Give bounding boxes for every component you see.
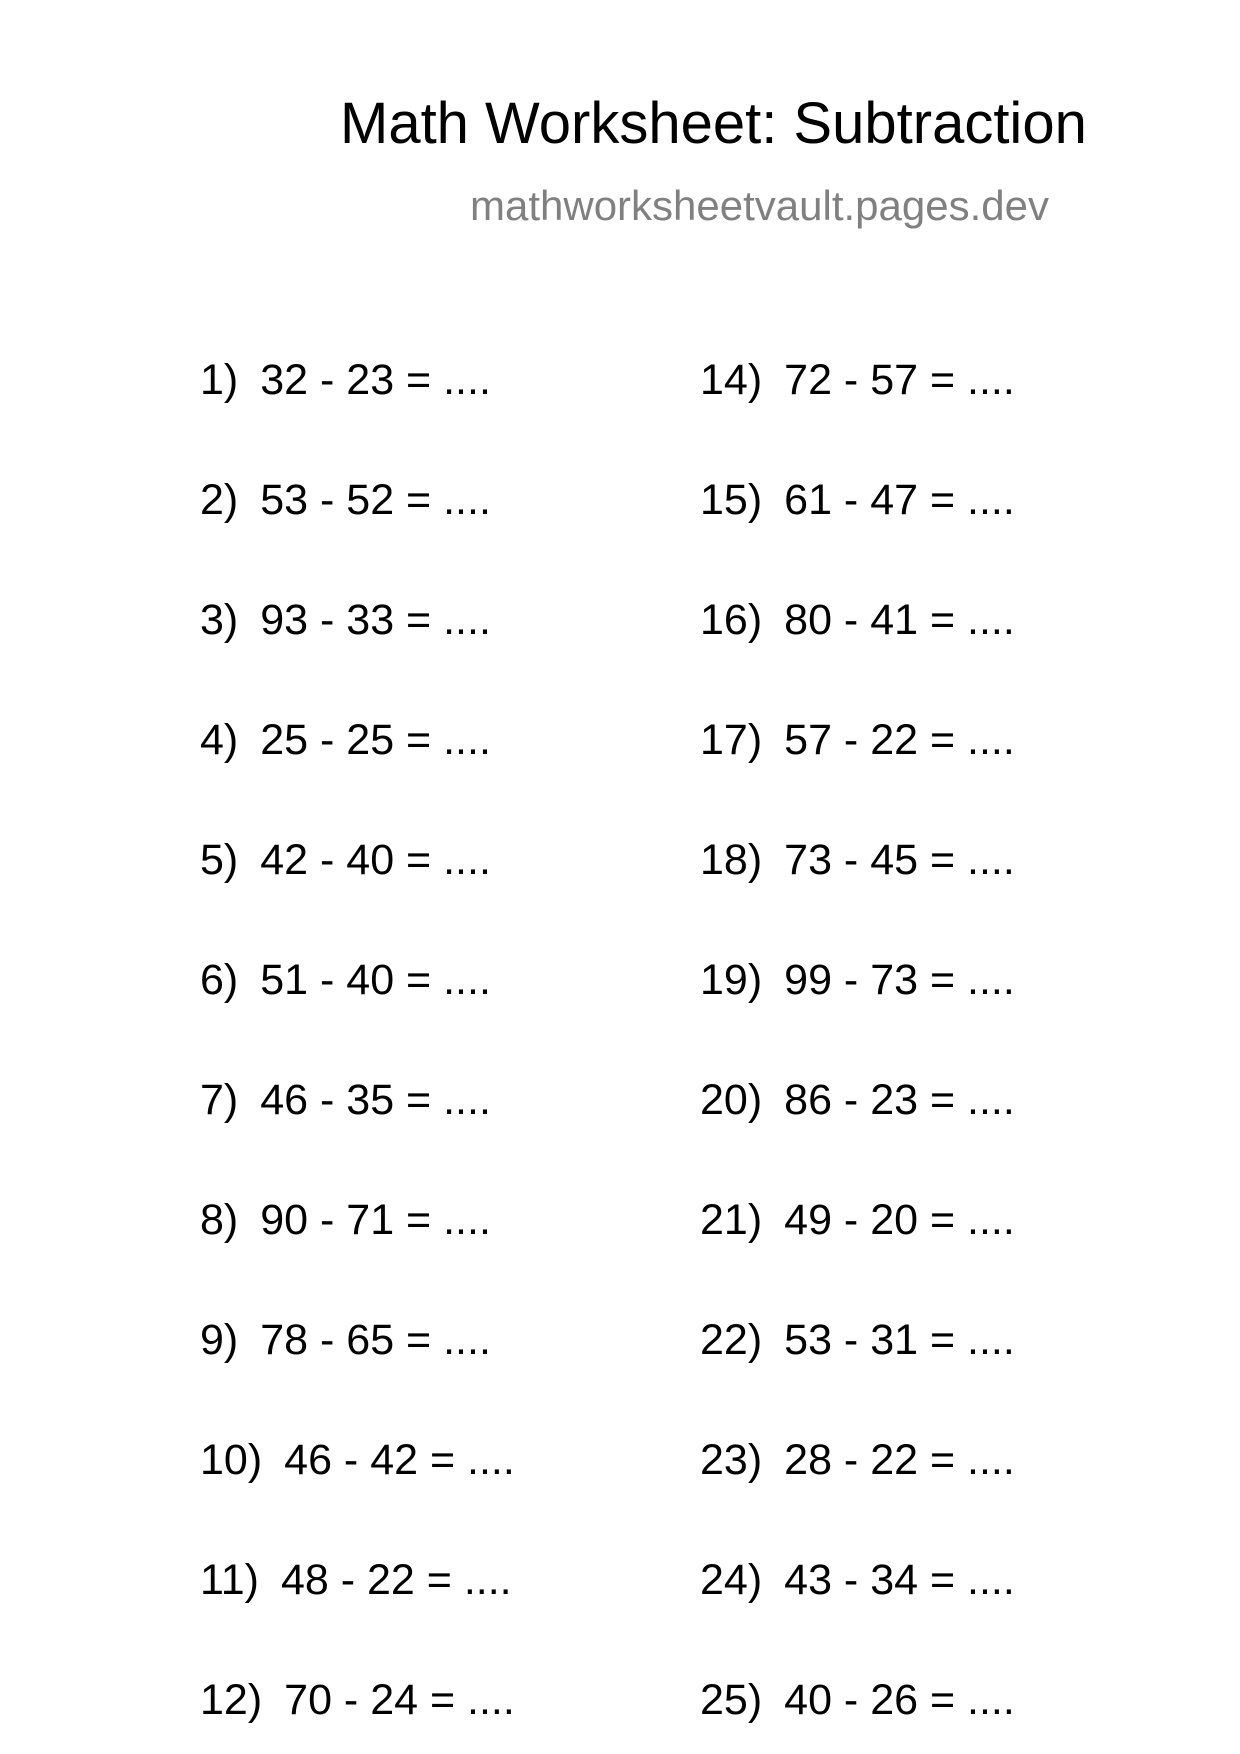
problem-item [700, 1555, 1015, 1605]
problem-number: 11) [200, 1556, 259, 1604]
problem-number: 2) [200, 476, 239, 524]
problem-item [200, 1675, 515, 1725]
problem-item [200, 1315, 491, 1365]
problem-expression: 42 - 40 = .... [260, 836, 491, 884]
problem-number: 19) [700, 956, 763, 1004]
problem-number: 3) [200, 596, 239, 644]
problem-number: 15) [700, 476, 763, 524]
problem-expression: 28 - 22 = .... [784, 1436, 1015, 1484]
problem-expression: 32 - 23 = .... [260, 356, 491, 404]
problem-expression: 53 - 52 = .... [260, 476, 491, 524]
problem-number: 20) [700, 1076, 763, 1124]
problem-number: 4) [200, 716, 239, 764]
problem-item [700, 715, 1015, 765]
problem-item [200, 475, 491, 525]
problem-expression: 72 - 57 = .... [784, 356, 1015, 404]
problem-expression: 49 - 20 = .... [784, 1196, 1015, 1244]
problem-expression: 53 - 31 = .... [784, 1316, 1015, 1364]
worksheet-source-url: mathworksheetvault.pages.dev [470, 182, 1049, 229]
problem-number: 8) [200, 1196, 239, 1244]
problem-item [200, 355, 491, 405]
problem-number: 21) [700, 1196, 763, 1244]
problem-item [700, 1435, 1015, 1485]
problem-item [200, 595, 491, 645]
problem-expression: 46 - 42 = .... [284, 1436, 515, 1484]
problem-item [700, 475, 1015, 525]
problem-number: 10) [200, 1436, 263, 1484]
problem-number: 16) [700, 596, 763, 644]
problem-number: 5) [200, 836, 239, 884]
problem-item [200, 835, 491, 885]
problem-item [700, 1075, 1015, 1125]
problem-number: 23) [700, 1436, 763, 1484]
problem-expression: 70 - 24 = .... [284, 1676, 515, 1724]
problem-number: 14) [700, 356, 763, 404]
problem-item [700, 1315, 1015, 1365]
problem-expression: 90 - 71 = .... [260, 1196, 491, 1244]
problem-item [200, 715, 491, 765]
problem-expression: 25 - 25 = .... [260, 716, 491, 764]
problem-expression: 51 - 40 = .... [260, 956, 491, 1004]
problem-expression: 40 - 26 = .... [784, 1676, 1015, 1724]
problem-expression: 46 - 35 = .... [260, 1076, 491, 1124]
problem-item [700, 835, 1015, 885]
problem-expression: 73 - 45 = .... [784, 836, 1015, 884]
problem-expression: 99 - 73 = .... [784, 956, 1015, 1004]
problem-item [200, 1075, 491, 1125]
problem-expression: 86 - 23 = .... [784, 1076, 1015, 1124]
problem-number: 7) [200, 1076, 239, 1124]
problem-number: 18) [700, 836, 763, 884]
problem-item [200, 955, 491, 1005]
problem-item [700, 1195, 1015, 1245]
problem-expression: 61 - 47 = .... [784, 476, 1015, 524]
problem-item [200, 1435, 515, 1485]
problem-number: 12) [200, 1676, 263, 1724]
problem-number: 1) [200, 356, 239, 404]
problem-item [700, 595, 1015, 645]
problem-expression: 93 - 33 = .... [260, 596, 491, 644]
problem-expression: 48 - 22 = .... [280, 1556, 512, 1604]
problem-item [700, 355, 1015, 405]
problem-number: 9) [200, 1316, 239, 1364]
problem-expression: 57 - 22 = .... [784, 716, 1015, 764]
problem-item [200, 1195, 491, 1245]
problem-item [700, 955, 1015, 1005]
problem-number: 17) [700, 716, 763, 764]
problem-item [700, 1675, 1015, 1725]
problem-number: 6) [200, 956, 239, 1004]
worksheet-title: Math Worksheet: Subtraction [340, 91, 1087, 156]
problem-item [200, 1555, 512, 1605]
problem-number: 22) [700, 1316, 763, 1364]
problem-expression: 80 - 41 = .... [784, 596, 1015, 644]
problem-number: 24) [700, 1556, 763, 1604]
problem-expression: 78 - 65 = .... [260, 1316, 491, 1364]
problem-number: 25) [700, 1676, 763, 1724]
problem-expression: 43 - 34 = .... [784, 1556, 1015, 1604]
